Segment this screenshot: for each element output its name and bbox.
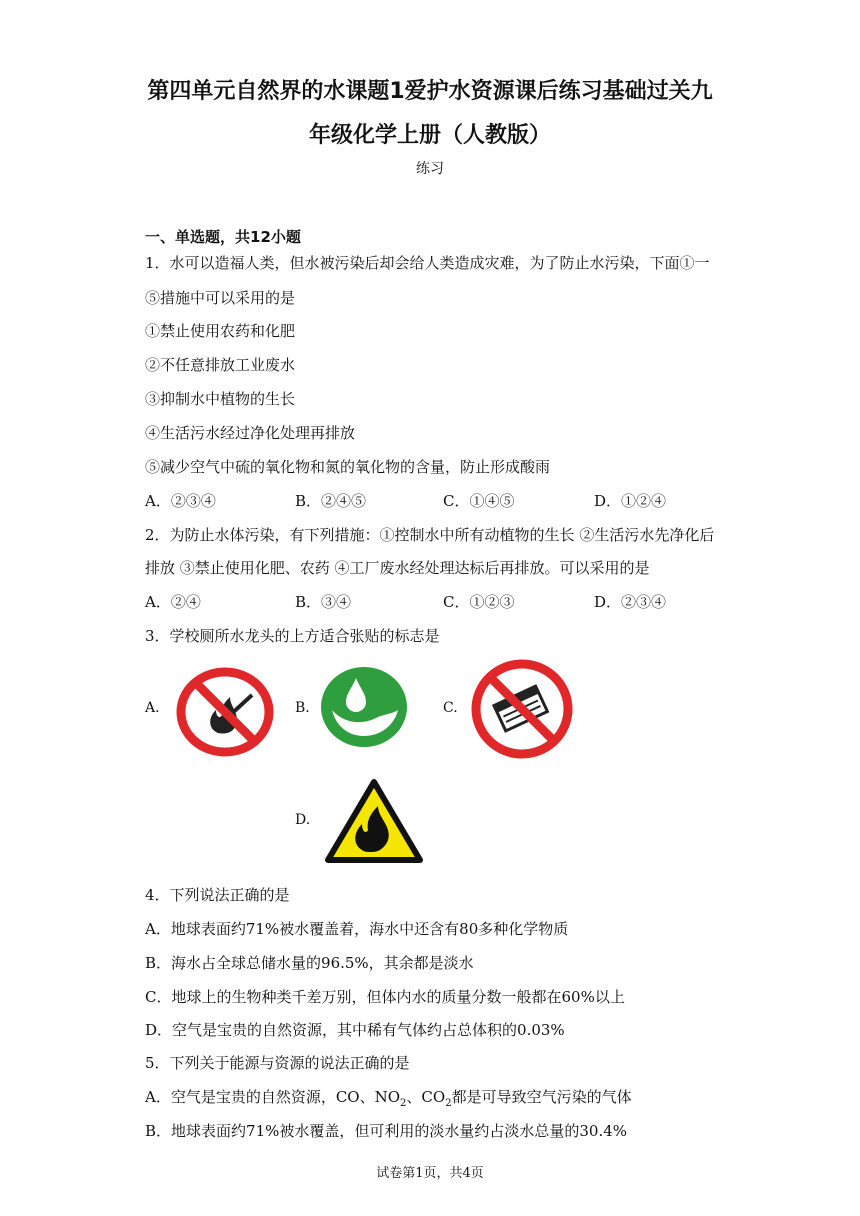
q1-stem-line2: ⑤措施中可以采用的是 — [145, 289, 296, 307]
q1-option-b: B．②④⑤ — [295, 492, 367, 510]
q4-option-d: D．空气是宝贵的自然资源，其中稀有气体约占总体积的0.03% — [145, 1021, 565, 1039]
q2-stem-line1: 2．为防止水体污染，有下列措施：①控制水中所有动植物的生长 ②生活污水先净化后 — [145, 526, 715, 544]
section-header: 一、单选题，共12小题 — [145, 228, 301, 246]
q2-option-a: A．②④ — [145, 593, 201, 611]
title-line-2: 年级化学上册（人教版） — [308, 123, 551, 148]
q3-label-d: D. — [295, 812, 311, 828]
q1-item: ⑤减少空气中硫的氧化物和氮的氧化物的含量，防止形成酸雨 — [145, 458, 551, 476]
q2-option-d: D．②③④ — [594, 593, 667, 611]
q3-label-a: A. — [145, 700, 160, 716]
no-matches-icon — [470, 658, 574, 760]
no-fire-icon — [174, 665, 276, 759]
water-saving-icon — [320, 666, 408, 748]
q3-label-c: C. — [443, 700, 458, 716]
q4-option-c: C．地球上的生物种类千差万别，但体内水的质量分数一般都在60%以上 — [145, 988, 625, 1006]
q4-stem: 4．下列说法正确的是 — [145, 886, 290, 904]
q1-item: ③抑制水中植物的生长 — [145, 390, 296, 408]
q4-option-a: A．地球表面约71%被水覆盖着，海水中还含有80多种化学物质 — [145, 920, 569, 938]
q1-item: ④生活污水经过净化处理再排放 — [145, 424, 356, 442]
q1-option-a: A．②③④ — [145, 492, 216, 510]
q2-stem-line2: 排放 ③禁止使用化肥、农药 ④工厂废水经处理达标后再排放。可以采用的是 — [145, 559, 650, 577]
page-footer: 试卷第1页，共4页 — [376, 1166, 484, 1181]
q5-option-b: B．地球表面约71%被水覆盖，但可利用的淡水量约占淡水总量的30.4% — [145, 1122, 628, 1140]
q4-option-b: B．海水占全球总储水量的96.5%，其余都是淡水 — [145, 954, 474, 972]
q3-stem: 3．学校厕所水龙头的上方适合张贴的标志是 — [145, 627, 440, 645]
flammable-warning-icon — [322, 776, 426, 864]
q5-stem: 5．下列关于能源与资源的说法正确的是 — [145, 1054, 410, 1072]
q2-option-c: C．①②③ — [443, 593, 515, 611]
q1-option-c: C．①④⑤ — [443, 492, 515, 510]
q1-item: ②不任意排放工业废水 — [145, 356, 296, 374]
q2-option-b: B．③④ — [295, 593, 352, 611]
q5-option-a: A．空气是宝贵的自然资源，CO、$NO_2$、$CO_2$都是可导致空气污染的气体 — [145, 1088, 632, 1109]
q1-item: ①禁止使用农药和化肥 — [145, 322, 296, 340]
title-line-1: 第四单元自然界的水课题1爱护水资源课后练习基础过关九 — [147, 79, 713, 104]
subtitle: 练习 — [416, 161, 444, 177]
q1-option-d: D．①②④ — [594, 492, 667, 510]
q1-stem-line1: 1．水可以造福人类，但水被污染后却会给人类造成灾难，为了防止水污染，下面①一 — [145, 254, 710, 272]
q3-label-b: B. — [295, 700, 310, 716]
